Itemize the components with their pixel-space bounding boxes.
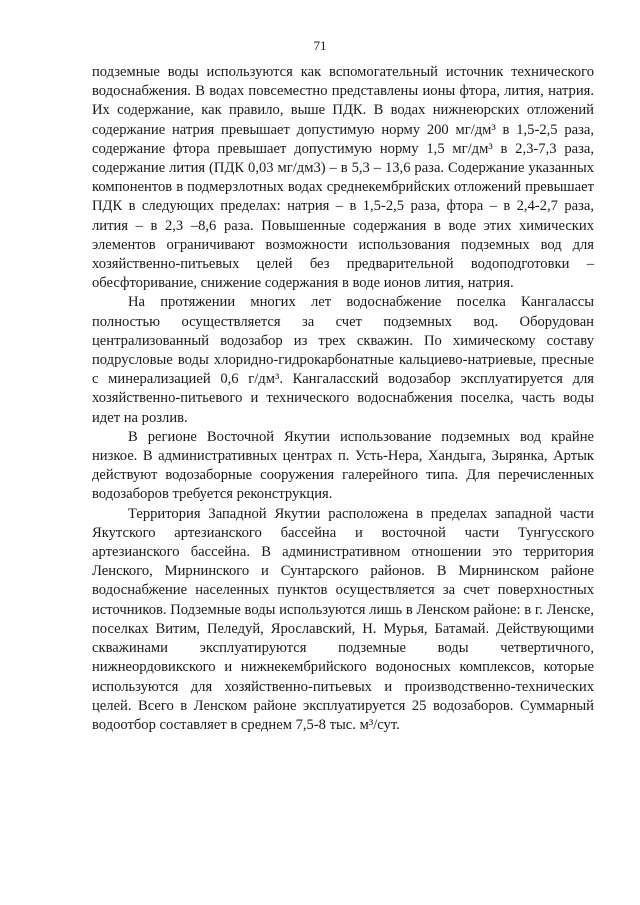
paragraph-eastern-yakutia: В регионе Восточной Якутии использование подземных вод крайне низкое. В административных центрах п. Усть-Нера, Хандыга, Зырянка, Артык действуют водозаборные сооружения галерейного типа. Для перечисленных водозаборов требуется реконструкция. xyxy=(92,428,594,503)
text-body xyxy=(92,63,594,735)
paragraph-kangalassy: На протяжении многих лет водоснабжение поселка Кангалассы полностью осуществляется за счет подземных вод. Оборудован централизованный водозабор из трех скважин. По химическому составу подрусловые воды хлоридно-гидрокарбонатные кальциево-натриевые, пресные с минерализацией 0,6 г/дм³. Кангаласский водозабор эксплуатируется для хозяйственно-питьевого и технического водоснабжения поселка, часть воды идет на розлив. xyxy=(92,294,594,426)
page-number: 71 xyxy=(313,38,327,53)
paragraph-groundwater-quality: подземные воды используются как вспомогательный источник технического водоснабжения. В водах повсеместно представлены ионы фтора, лития, натрия. Их содержание, как правило, выше ПДК. В водах нижнеюрских отложений содержание натрия превышает допустимую норму 200 мг/дм³ в 1,5-2,5 раза, содержание фтора превышает допустимую норму 1,5 мг/дм³ в 2,3-7,3 раза, содержание лития (ПДК 0,03 мг/дм3) – в 5,3 – 13,6 раза. Содержание указанных компонентов в подмерзлотных водах среднекембрийских отложений превышает ПДК в следующих пределах: натрия – в 1,5-2,5 раза, фтора – в 2,4-2,7 раза, лития – в 2,3 –8,6 раза. Повышенные содержания в воде этих химических элементов ограничивают возможности использования подземных вод для хозяйственно-питьевых целей без предварительной водоподготовки – обесфторивание, снижение содержания в воде ионов лития, натрия. xyxy=(92,64,594,292)
paragraph-western-yakutia: Территория Западной Якутии расположена в пределах западной части Якутского артезианского бассейна и восточной части Тунгусского артезианского бассейна. В административном отношении это территория Ленского, Мирнинского и Сунтарского районов. В Мирнинском районе водоснабжение населенных пунктов осуществляется за счет поверхностных источников. Подземные воды используются лишь в Ленском районе: в г. Ленске, поселках Витим, Пеледуй, Ярославский, Н. Мурья, Батамай. Действующими скважинами эксплуатируются подземные воды четвертичного, нижнеордовикского и нижнекембрийского водоносных комплексов, которые используются для хозяйственно-питьевых и производственно-технических целей. Всего в Ленском районе эксплуатируется 25 водозаборов. Суммарный водоотбор составляет в среднем 7,5-8 тыс. м³/сут. xyxy=(92,505,594,733)
